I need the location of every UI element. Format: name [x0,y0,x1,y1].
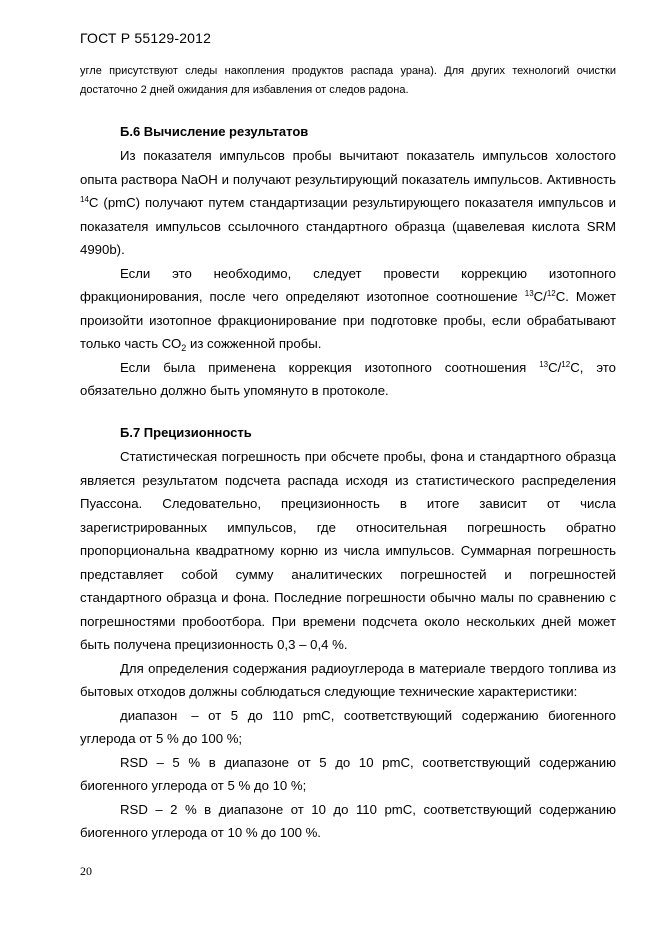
b6-paragraph-2: Если это необходимо, следует провести коррекцию изотопного фракционирования, после чего определяют изотопное соотношение $^{13}$С/$^{12}$С. Может произойти изотопное фракционирование при подготовке пробы, если обрабатывают только часть $СО_2$ из сожженной пробы. [80,265,616,353]
b7-paragraph-1: Статистическая погрешность при обсчете пробы, фона и стандартного образца является результатом подсчета распада исходя из статистического распределения Пуассона. Следовательно, прецизионность в итоге зависит от числа зарегистрированных импульсов, где относительная погрешность обратно пропорциональна квадратному корню из числа импульсов. Суммарная погрешность представляет собой сумму аналитических погрешностей и погрешностей стандартного образца и фона. Последние погрешности обычно малы по сравнению с погрешностями пробоотбора. При времени подсчета около нескольких дней может быть получена прецизионность 0,3 – 0,4 %. [80,449,616,652]
b7-rsd-item-2: RSD – 2 % в диапазоне от 10 до 110 pmC, соответствующий содержанию биогенного углерода от 10 % до 100 %. [80,801,616,840]
document-header: ГОСТ Р 55129-2012 [80,30,212,46]
section-b6-body [80,144,616,403]
b6-paragraph-3: Если была применена коррекция изотопного соотношения $^{13}$С/$^{12}$С, это обязательно должно быть упомянуто в протоколе. [80,359,616,398]
b7-rsd-item-1: RSD – 5 % в диапазоне от 5 до 10 pmC, соответствующий содержанию биогенного углерода от 5 % до 10 %; [80,754,616,793]
section-title-b6: Б.6 Вычисление результатов [120,124,309,139]
intro-paragraph: угле присутствуют следы накопления продуктов распада урана). Для других технологий очистки достаточно 2 дней ожидания для избавления от следов радона. [80,65,616,96]
section-b7-body [80,445,616,845]
b7-range-item: диапазон – от 5 до 110 pmC, соответствующий содержанию биогенного углерода от 5 % до 100 %; [80,707,616,746]
b7-paragraph-2: Для определения содержания радиоуглерода в материале твердого топлива из бытовых отходов должны соблюдаться следующие технические характеристики: [80,660,616,699]
b6-paragraph-1: Из показателя импульсов пробы вычитают показатель импульсов холостого опыта раствора NaOH и получают результирующий показатель импульсов. Активность $^{14}$С (pmC) получают путем стандартизации результирующего показателя импульсов и показателя импульсов ссылочного стандартного образца (щавелевая кислота SRM 4990b). [80,148,616,257]
section-title-b7: Б.7 Прецизионность [120,425,252,440]
page-number: 20 [80,864,92,878]
